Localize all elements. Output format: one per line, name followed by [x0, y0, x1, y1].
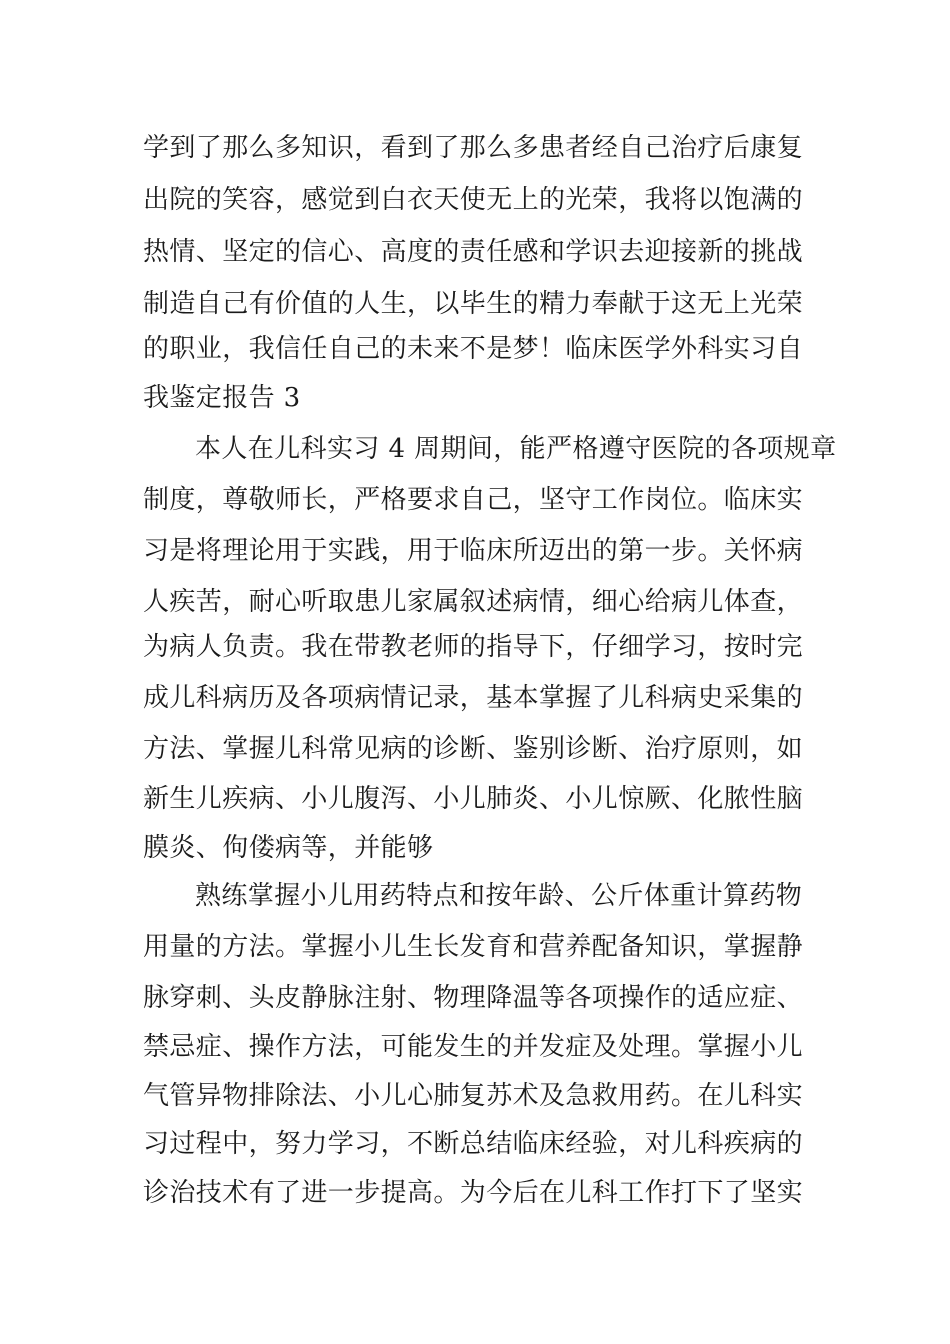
text-line: 脉穿刺、头皮静脉注射、物理降温等各项操作的适应症、	[143, 983, 804, 1013]
paragraph-start-line: 熟练掌握小儿用药特点和按年龄、公斤体重计算药物	[195, 881, 803, 911]
text-line: 热情、坚定的信心、高度的责任感和学识去迎接新的挑战	[143, 237, 804, 267]
text-line: 习是将理论用于实践，用于临床所迈出的第一步。关怀病	[143, 536, 804, 566]
text-line: 习过程中，努力学习，不断总结临床经验，对儿科疾病的	[143, 1129, 804, 1159]
text-line: 成儿科病历及各项病情记录，基本掌握了儿科病史采集的	[143, 683, 804, 713]
text-line: 用量的方法。掌握小儿生长发育和营养配备知识，掌握静	[143, 932, 804, 962]
text-line: 人疾苦，耐心听取患儿家属叙述病情，细心给病儿体查，	[143, 587, 804, 617]
text-line: 的职业，我信任自己的未来不是梦！临床医学外科实习自	[143, 334, 804, 364]
text-line: 诊治技术有了进一步提高。为今后在儿科工作打下了坚实	[143, 1178, 804, 1208]
text-line: 方法、掌握儿科常见病的诊断、鉴别诊断、治疗原则，如	[143, 734, 804, 764]
text-line: 膜炎、佝偻病等，并能够	[143, 833, 434, 863]
text-line: 出院的笑容，感觉到白衣天使无上的光荣，我将以饱满的	[143, 185, 804, 215]
text-line: 学到了那么多知识，看到了那么多患者经自己治疗后康复	[143, 133, 804, 163]
text-line: 为病人负责。我在带教老师的指导下，仔细学习，按时完	[143, 632, 804, 662]
text-line: 制度，尊敬师长，严格要求自己，坚守工作岗位。临床实	[143, 485, 804, 515]
text-line: 新生儿疾病、小儿腹泻、小儿肺炎、小儿惊厥、化脓性脑	[143, 784, 804, 814]
text-line: 气管异物排除法、小儿心肺复苏术及急救用药。在儿科实	[143, 1081, 804, 1111]
text-line: 禁忌症、操作方法，可能发生的并发症及处理。掌握小儿	[143, 1032, 804, 1062]
paragraph-start-line: 本人在儿科实习 4 周期间，能严格遵守医院的各项规章	[195, 434, 837, 464]
text-line: 制造自己有价值的人生，以毕生的精力奉献于这无上光荣	[143, 289, 804, 319]
text-line: 我鉴定报告 3	[143, 383, 301, 413]
